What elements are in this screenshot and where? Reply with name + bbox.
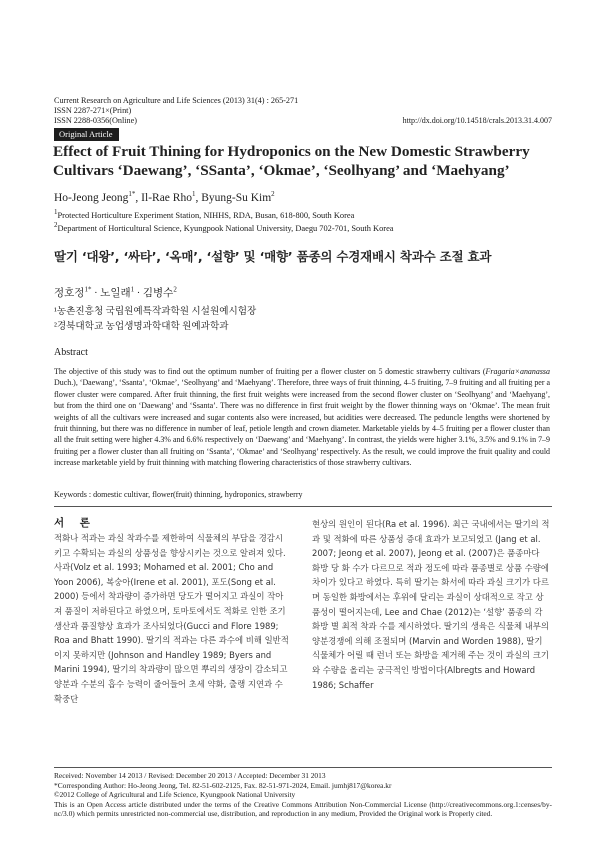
affiliation-2 [54, 221, 394, 233]
keywords: Keywords : domestic cultivar, flower(fruit) thinning, hydroponics, strawberry [54, 490, 303, 499]
title-line-2: Cultivars ‘Daewang’, ‘SSanta’, ‘Okmae’, ‘Seolhyang’ and ‘Maehyang’ [53, 162, 510, 179]
abstract-heading: Abstract [54, 347, 88, 358]
copyright: ©2012 College of Agricultural and Life Science, Kyungpook National University [54, 790, 296, 800]
paper-title [53, 142, 553, 180]
korean-author-name: · 노일래 [91, 288, 131, 299]
author-mark: 1 [130, 285, 135, 294]
received-dates: Received: November 14 2013 / Revised: December 20 2013 / Accepted: December 31 2013 [54, 771, 326, 780]
affiliation-1 [54, 208, 354, 220]
license-text: This is an Open Access article distributed under the terms of the Creative Commons Attribution Non-Commercial License (http://creativecommons.org.1:censes/by-nc/3.0) which permits unrestricted non-commercial use, distribution, and reproduction in any medium, Provided the Original work is Properly cited. [54, 799, 552, 819]
abstract-text: Duch.), ‘Daewang’, ‘Ssanta’, ‘Okmae’, ‘Seolhyang’ and ‘Maehyang’. Therefore, three ways of fruit thinning, 4–5 fruiting, 7–9 fruiting and all fruiting per a flower cluster were compared. After fruit thinning, the first fruit weights were increased from the second flower cluster on ‘Seolhyang’ and ‘Maehyang’, but from the third one on ‘Daewang’ and ‘Ssanta’. There was no difference in first fruit weight by the flower thinning ways on ‘Okmae’. The mean fruit weights of all the cultivars were increased and sugar contents also were increased, but acidities were decreased. The peduncle lengths were shortened by fruit thinning, but there was no difference in number of leaf, petiole length and crown diameter. Marketable yields by 4–5 fruiting per a flower cluster than all the fruit setting were higher 4.3% and 6.6% respectively on ‘Daewang’ and ‘Maehyang’. In contrast, the yields were higher 3.1%, 3.5% and 9.1% in 7–9 fruiting per a flower cluster than all fruiting on ‘Ssanta’, ‘Okmae’ and ‘Seolhyang’ respectively. As the result, we could improve the fruit quality and could increase marketable yield by fruit thinning with matching flowering characteristics of those strawberry cultivars. [54, 378, 550, 468]
korean-affiliation-2: ²경북대학교 농업생명과학대학 원예과학과 [54, 321, 229, 332]
korean-affiliation-1: ¹농촌진흥청 국립원예특작과학원 시설원예시험장 [54, 306, 257, 317]
abstract-text: The objective of this study was to find out the optimum number of fruiting per a flower cluster on 5 domestic strawberry cultivars ( [54, 367, 486, 376]
journal-citation: Current Research on Agriculture and Life Sciences (2013) 31(4) : 265-271 [54, 96, 299, 105]
section-heading: 서 론 [54, 517, 96, 529]
body-column-left: 적화나 적과는 과실 착과수를 제한하여 식물체의 부담을 경감시키고 수확되는 과실의 상품성을 향상시키는 것으로 알려져 있다. 사과(Volz et al. 1993; Mohamed et al. 2001; Cho and Yoon 2006), 복숭아(Irene et al. 2001), 포도(Song et al. 2000) 등에서 착과량이 증가하면 당도가 떨어지고 과실이 작아져 품질이 저하된다고 하였으며, 토마토에서도 적화로 인한 조기생산과 품질향상 효과가 조사되었다(Gucci and Flore 1989; Roa and Bhatt 1990). 딸기의 적과는 다른 과수에 비해 일반적이지 못하지만 (Johnson and Handley 1989; Byers and Marini 1994), 딸기의 착과량이 많으면 뿌리의 생장이 감소되고 양분과 수분의 흡수 능력이 줄어들어 초세 약화, 출랭 지연과 수확중단 [54, 533, 289, 704]
affiliation-text: Protected Horticulture Experiment Station, NIHHS, RDA, Busan, 618-800, South Korea [57, 210, 355, 220]
author-list [54, 190, 275, 204]
affiliation-text: Department of Horticultural Science, Kyungpook National University, Daegu 702-701, South Korea [57, 223, 394, 233]
korean-title: 딸기 ‘대왕’, ‘싸타’, ‘옥매’, ‘설향’ 및 ‘매향’ 품종의 수경재배시 착과수 조절 효과 [54, 249, 492, 264]
body-column-right: 현상의 원인이 된다(Ra et al. 1996). 최근 국내에서는 딸기의 적과 및 적화에 따른 상품성 증대 효과가 보고되었고 (Jang et al. 2007; Jeong et al. 2007), Jeong et al. (2007)은 품종마다 화방 당 화 수가 다르므로 적과 정도에 따라 품종별로 상품 수량에 차이가 있다고 하였다. 특히 딸기는 화서에 따라 과실 크기가 다르며 동일한 화방에서는 후위에 달리는 과실이 상대적으로 작고 상품성이 떨어지는데, Lee and Chae (2012)는 ‘설향’ 품종의 각 화방 별 최적 착과 수를 제시하였다. 딸기의 생육은 식물체 내부의 양분경쟁에 의해 조절되며 (Marvin and Worden 1988), 딸기 식물체가 어릴 때 런너 또는 화방을 제거해 주는 것이 과실의 크기와 수량을 올리는 궁극적인 방법이다(Albregts and Howard 1986; Schaffer [312, 519, 550, 690]
journal-info [54, 96, 298, 126]
abstract-body [54, 366, 550, 469]
author-mark: 1 [191, 190, 196, 198]
footer-notes [54, 771, 552, 819]
divider [54, 506, 552, 507]
author-name: , Byung-Su Kim [195, 191, 272, 204]
issn-print: ISSN 2287-271×(Print) [54, 106, 132, 115]
title-line-1: Effect of Fruit Thining for Hydroponics on the New Domestic Strawberry [53, 143, 530, 160]
korean-author-list [54, 285, 177, 300]
doi-link[interactable]: http://dx.doi.org/10.14518/crals.2013.31.4.007 [402, 116, 552, 125]
footer-divider [54, 767, 552, 768]
corresponding-author: *Corresponding Author: Ho-Jeong Jeong, Tel. 82-51-602-2125, Fax. 82-51-971-2024, Email. jumhj817@korea.kr [54, 780, 392, 790]
korean-author-name: 정호정 [54, 288, 85, 299]
affiliation-mark: 1 [54, 208, 58, 216]
issn-online: ISSN 2288-0356(Online) [54, 116, 138, 125]
author-name: , Il-Rae Rho [135, 191, 192, 204]
article-type-badge: Original Article [54, 128, 119, 141]
author-mark: 1* [84, 285, 92, 294]
author-mark: 1* [128, 190, 136, 198]
author-name: Ho-Jeong Jeong [54, 191, 129, 204]
korean-author-name: · 김병수 [134, 288, 174, 299]
author-mark: 2 [173, 285, 177, 294]
species-name: Fragaria×ananassa [485, 367, 550, 376]
affiliation-mark: 2 [54, 221, 58, 229]
author-mark: 2 [271, 190, 275, 198]
